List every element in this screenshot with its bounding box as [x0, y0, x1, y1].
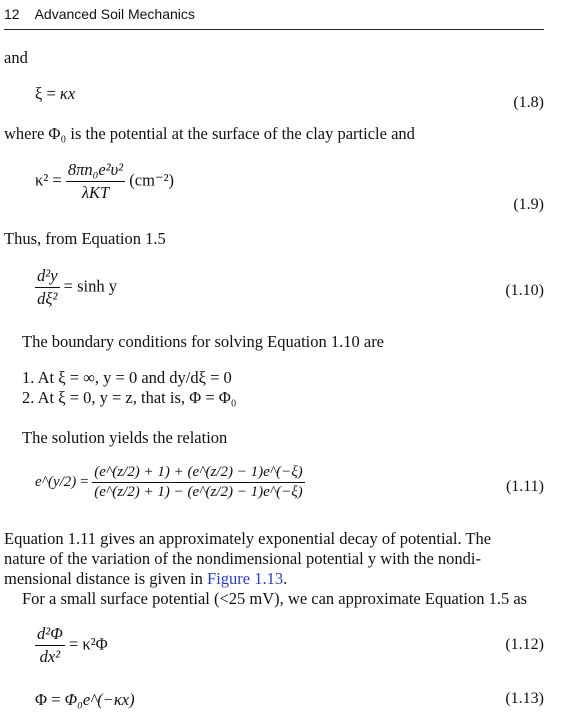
- equation-1-10: $\frac{\text{d²y}}{\text{dξ²}}$ = sinh y: [37, 266, 117, 308]
- text-and: and: [4, 48, 28, 67]
- eq-label-1-12: (1.12): [505, 636, 544, 653]
- para-line-1: Equation 1.11 gives an approximately exponential decay of potential. The: [4, 529, 492, 548]
- eq-1-8-rhs: κx: [59, 84, 76, 103]
- eq-1-11-numerator: (e^(z/2) + 1) + (e^(z/2) − 1)e^(−ξ): [92, 464, 304, 483]
- text-thus: Thus, from Equation 1.5: [4, 229, 166, 248]
- eq-1-12-denominator: dx²: [39, 647, 61, 666]
- eq-1-12-fraction: [35, 624, 65, 667]
- condition-1: 1. At ξ = ∞, y = 0 and dy/dξ = 0: [22, 368, 232, 387]
- equation-1-13: Φ = Φ₀e^(−κx): [35, 690, 135, 709]
- eq-1-9-numerator: 8πn₀e²υ²: [66, 160, 125, 182]
- eq-1-10-numerator: d²y: [35, 266, 60, 288]
- eq-1-8-lhs: ξ: [35, 84, 43, 103]
- eq-1-10-denominator: dξ²: [37, 289, 58, 308]
- header-rule: [4, 29, 544, 30]
- eq-1-12-numerator: d²Φ: [35, 624, 65, 646]
- text-small-potential: For a small surface potential (<25 mV), we can approximate Equation 1.5 as: [22, 589, 528, 608]
- para-line-3: [4, 569, 287, 589]
- figure-1-13-link[interactable]: Figure 1.13: [207, 569, 284, 588]
- eq-1-11-lhs: e^(y/2): [35, 473, 77, 490]
- equation-1-8: ξ = κx: [35, 84, 76, 103]
- text-where: where Φ₀ is the potential at the surface of the clay particle and: [4, 124, 415, 143]
- eq-1-12-rhs: κ²Φ: [82, 634, 108, 654]
- text-boundary: The boundary conditions for solving Equation 1.10 are: [22, 332, 385, 351]
- eq-label-1-11: (1.11): [505, 478, 544, 495]
- page-header: [4, 6, 544, 28]
- equation-1-9: κ² = $\frac{\text{8πn₀e²υ²}}{\text{λKT}}$ (cm⁻²): [35, 160, 175, 202]
- book-title: Advanced Soil Mechanics: [34, 6, 195, 22]
- eq-1-9-units: (cm⁻²): [129, 170, 175, 190]
- para-line-2: nature of the variation of the nondimensional potential y with the nondi-: [4, 549, 482, 568]
- para-line-3-suffix: .: [283, 569, 288, 588]
- eq-1-13-rhs: Φ₀e^(−κx): [64, 690, 135, 709]
- eq-1-9-fraction: [66, 160, 125, 203]
- equation-1-11: e^(y/2) = $\frac{(e\^{}(z/2) + 1) + (e\^{}(z/2) - 1)e\^{}(-\xi)}{(e\^{}(z/2) + 1) - (e\^{}(z/2) - 1)e\^{}(-\xi)}$: [35, 464, 303, 500]
- eq-1-9-lhs: κ²: [35, 170, 49, 190]
- eq-1-10-fraction: [35, 266, 60, 309]
- eq-label-1-10: (1.10): [505, 282, 544, 299]
- eq-1-9-denominator: λKT: [81, 183, 110, 202]
- eq-1-11-fraction: [92, 464, 304, 501]
- eq-1-13-lhs: Φ: [35, 690, 48, 709]
- para-line-3-prefix: mensional distance is given in: [4, 569, 203, 588]
- eq-label-1-9: (1.9): [513, 196, 544, 213]
- text-solution: The solution yields the relation: [22, 428, 228, 447]
- eq-label-1-8: (1.8): [513, 94, 544, 111]
- page-number: 12: [4, 6, 20, 22]
- eq-1-11-denominator: (e^(z/2) + 1) − (e^(z/2) − 1)e^(−ξ): [94, 484, 303, 500]
- equation-1-12: $\frac{\text{d²Φ}}{\text{dx²}}$ = κ²Φ: [37, 624, 108, 666]
- condition-2: 2. At ξ = 0, y = z, that is, Φ = Φ₀: [22, 388, 237, 407]
- eq-label-1-13: (1.13): [505, 690, 544, 707]
- eq-1-10-rhs: sinh y: [77, 276, 117, 296]
